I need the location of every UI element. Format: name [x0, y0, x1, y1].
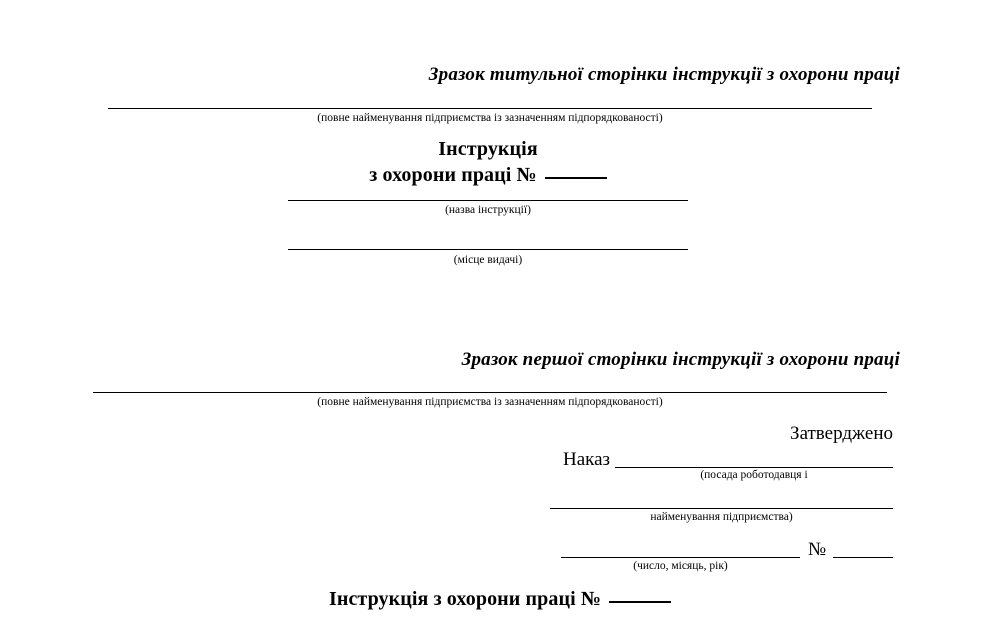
instruction-name-caption: (назва інструкції)	[445, 204, 531, 216]
issue-place-caption: (місце видачі)	[453, 254, 523, 266]
order-label: Наказ	[563, 449, 611, 470]
bottom-instruction-title: Інструкція з охорони праці №	[328, 588, 602, 610]
title-page-sample-heading: Зразок титульної сторінки інструкції з охорони праці	[428, 64, 900, 85]
employer-position-line	[615, 467, 893, 468]
enterprise-name-line	[550, 508, 893, 509]
bottom-instruction-number-blank	[609, 601, 671, 603]
instruction-title-line-2: з охорони праці №	[369, 164, 537, 186]
enterprise-name-caption-top: (повне найменування підприємства із зазначенням підпорядкованості)	[317, 112, 663, 124]
issue-place-rule	[288, 249, 688, 250]
enterprise-name-rule-top	[108, 108, 872, 109]
instruction-title-line-2-row	[288, 164, 688, 187]
date-line	[561, 557, 800, 558]
order-number-line	[833, 557, 893, 558]
instruction-name-rule	[288, 200, 688, 201]
first-page-sample-heading: Зразок першої сторінки інструкції з охорони праці	[461, 349, 900, 370]
employer-position-caption: (посада роботодавця і	[700, 469, 808, 481]
enterprise-name-rule-bottom	[93, 392, 887, 393]
bottom-instruction-title-row	[200, 588, 800, 611]
instruction-title-line-1: Інструкція	[438, 138, 538, 160]
date-caption: (число, місяць, рік)	[633, 560, 728, 572]
instruction-number-blank	[545, 177, 607, 179]
enterprise-name-caption-bottom: (повне найменування підприємства із зазначенням підпорядкованості)	[317, 396, 663, 408]
number-symbol: №	[808, 539, 827, 560]
approved-label: Затверджено	[790, 423, 893, 444]
enterprise-name-caption-approval: найменування підприємства)	[650, 511, 793, 523]
